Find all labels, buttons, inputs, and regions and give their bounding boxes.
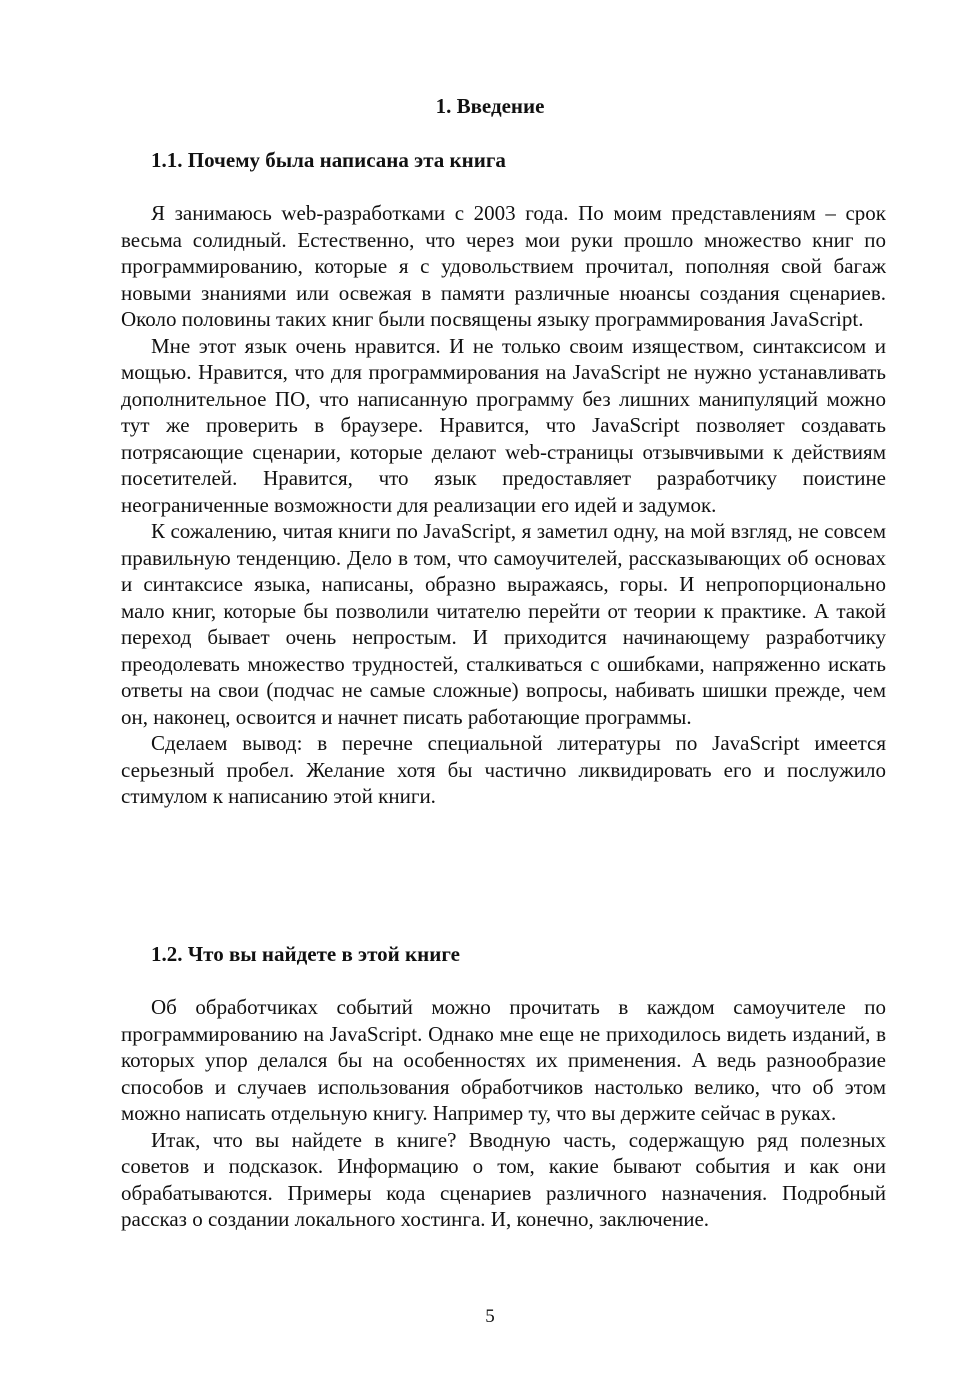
section-body-what-you-find: [121, 994, 886, 1233]
paragraph: Итак, что вы найдете в книге? Вводную часть, содержащую ряд полезных советов и подсказок. Информацию о том, какие бывают события и как они обрабатываются. Примеры кода сценариев различного назначения. Подробный рассказ о создании локального хостинга. И, конечно, заключение.: [121, 1127, 886, 1231]
section-title-why-written: 1.1. Почему была написана эта книга: [151, 148, 506, 172]
paragraph: Мне этот язык очень нравится. И не только своим изяществом, синтаксисом и мощью. Нравится, что для программирования на JavaScript не нужно устанавливать дополнительное ПО, что написанную программу без лишних манипуляций можно тут же проверить в браузере. Нравится, что JavaScript позволяет создавать потрясающие сценарии, которые делают web-страницы отзывчивыми к действиям посетителей. Нравится, что язык предоставляет разработчику поистине неограниченные возможности для реализации его идей и задумок.: [121, 333, 886, 517]
paragraph: К сожалению, читая книги по JavaScript, я заметил одну, на мой взгляд, не совсем правильную тенденцию. Дело в том, что самоучителей, рассказывающих об основах и синтаксисе языка, написаны, образно выражаясь, горы. И непропорционально мало книг, которые бы позволили читателю перейти от теории к практике. А такой переход бывает очень непростым. И приходится начинающему разработчику преодолевать множество трудностей, сталкиваться с ошибками, напряженно искать ответы на свои (подчас не самые сложные) вопросы, набивать шишки прежде, чем он, наконец, освоится и начнет писать работающие программы.: [121, 519, 886, 729]
paragraph: Я занимаюсь web-разработками с 2003 года. По моим представлениям – срок весьма солидный. Естественно, что через мои руки прошло множество книг по программированию, которые я с удовольствием прочитал, пополняя свой багаж новыми знаниями или освежая в памяти различные нюансы создания сценариев. Около половины таких книг были посвящены языку программирования JavaScript.: [121, 201, 886, 331]
chapter-title: 1. Введение: [435, 94, 545, 118]
section-body-why-written: [121, 200, 886, 810]
paragraph: Сделаем вывод: в перечне специальной литературы по JavaScript имеется серьезный пробел. Желание хотя бы частично ликвидировать его и послужило стимулом к написанию этой книги.: [121, 731, 886, 808]
section-title-what-you-find: 1.2. Что вы найдете в этой книге: [151, 942, 460, 966]
page-number: 5: [485, 1306, 495, 1327]
paragraph: Об обработчиках событий можно прочитать в каждом самоучителе по программированию на JavaScript. Однако мне еще не приходилось видеть изданий, в которых упор делался бы на особенностях их применения. А ведь разнообразие способов и случаев использования обработчиков настолько велико, что об этом можно написать отдельную книгу. Например ту, что вы держите сейчас в руках.: [121, 995, 886, 1125]
